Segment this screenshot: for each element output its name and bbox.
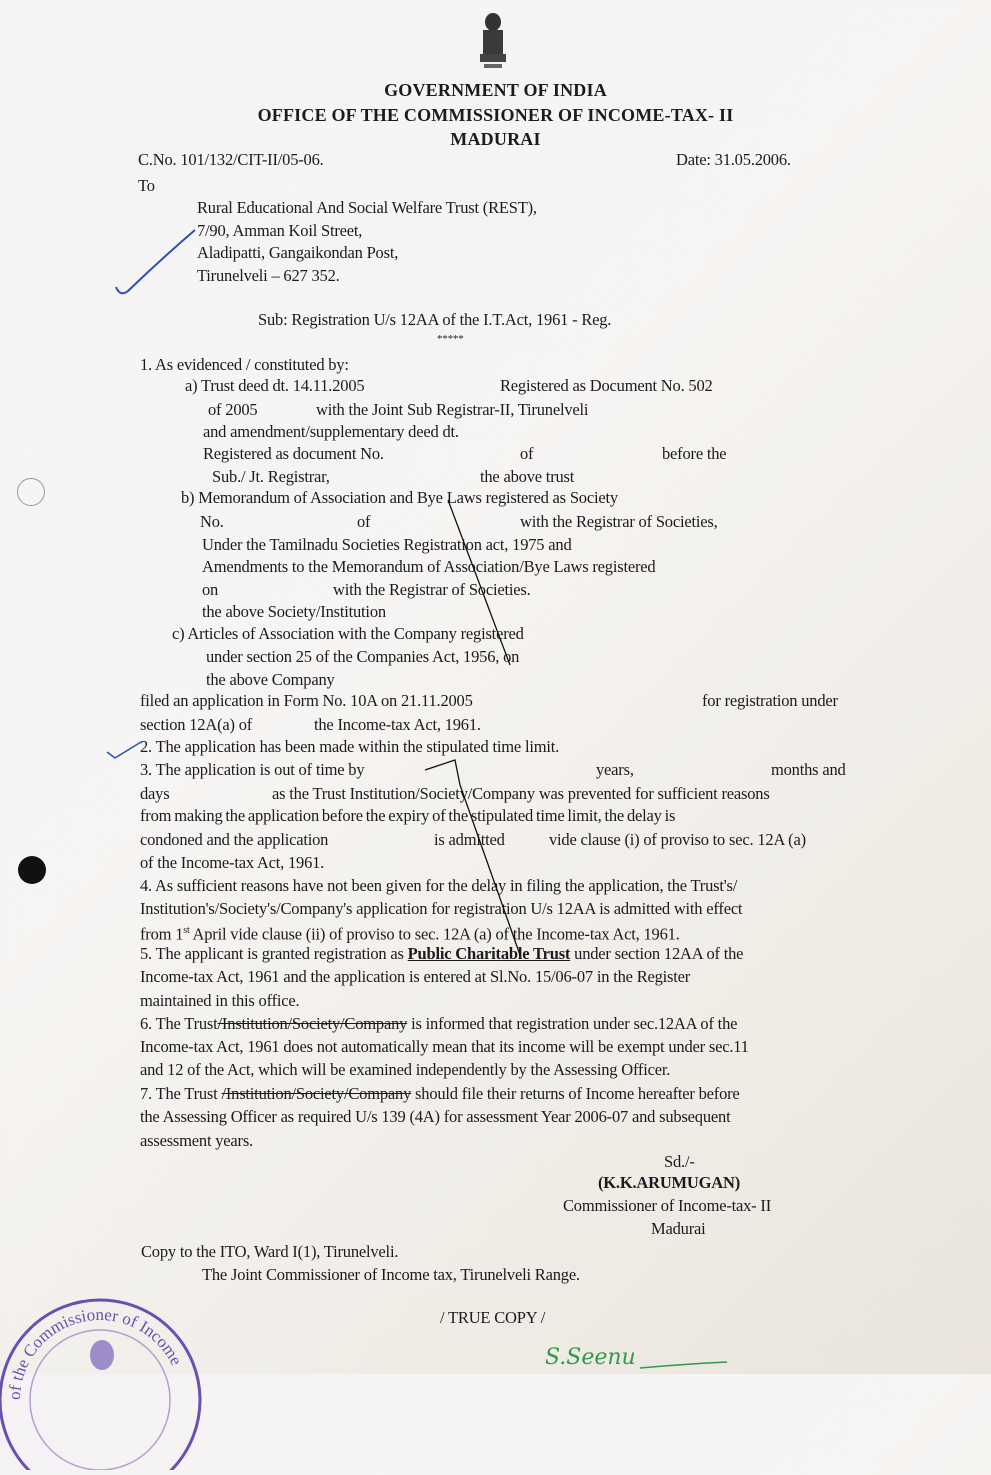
para5-text: 5. The applicant is granted registration as Public Charitable Trust under section 12AA of the: [140, 944, 744, 963]
true-copy-label: / TRUE COPY /: [440, 1308, 546, 1327]
sd-mark: Sd./-: [664, 1152, 695, 1171]
para7-text: assessment years.: [140, 1131, 253, 1150]
para1-text: Under the Tamilnadu Societies Registration act, 1975 and: [202, 535, 572, 554]
reference-number: C.No. 101/132/CIT-II/05-06.: [138, 150, 324, 169]
para1-intro: 1. As evidenced / constituted by:: [140, 355, 349, 374]
para1-text: before the: [662, 444, 727, 463]
para5-text: maintained in this office.: [140, 991, 300, 1010]
para3-text: years,: [596, 760, 634, 779]
para2: 2. The application has been made within the stipulated time limit.: [140, 737, 560, 756]
para3-text: of the Income-tax Act, 1961.: [140, 853, 325, 872]
punch-hole: [18, 856, 46, 884]
para1-text: b) Memorandum of Association and Bye Laws registered as Society: [181, 488, 618, 507]
para5-text: Income-tax Act, 1961 and the application is entered at Sl.No. 15/06-07 in the Register: [140, 967, 691, 986]
para6-text: 6. The Trust/Institution/Society/Company is informed that registration under sec.12AA of the: [140, 1014, 738, 1033]
address-line: Tirunelveli – 627 352.: [197, 266, 340, 285]
signatory-name: (K.K.ARUMUGAN): [598, 1173, 741, 1192]
address-line: 7/90, Amman Koil Street,: [197, 221, 363, 240]
para1-text: the above trust: [480, 467, 575, 486]
to-label: To: [138, 176, 155, 195]
para1-text: Registered as document No.: [203, 444, 384, 463]
header-office: OFFICE OF THE COMMISSIONER OF INCOME-TAX- II: [257, 105, 734, 125]
copy-to-line: The Joint Commissioner of Income tax, Tirunelveli Range.: [202, 1265, 580, 1284]
para1-text: with the Registrar of Societies,: [520, 512, 718, 531]
address-line: Aladipatti, Gangaikondan Post,: [197, 243, 399, 262]
para1-text: with the Registrar of Societies.: [333, 580, 531, 599]
para3-text: is admitted: [434, 830, 505, 849]
para1-text: a) Trust deed dt. 14.11.2005: [185, 376, 365, 395]
para1-text: the Income-tax Act, 1961.: [314, 715, 481, 734]
tick-mark-icon: [105, 738, 145, 763]
copy-to-line: Copy to the ITO, Ward I(1), Tirunelveli.: [141, 1242, 399, 1261]
subject-line: Sub: Registration U/s 12AA of the I.T.Act, 1961 - Reg.: [258, 310, 612, 329]
para3-text: from making the application before the expiry of the stipulated time limit, the delay is: [140, 806, 676, 825]
para7-text: the Assessing Officer as required U/s 139 (4A) for assessment Year 2006-07 and subsequent: [140, 1107, 731, 1126]
para1-text: the above Company: [206, 670, 335, 689]
punch-hole-outline: [17, 478, 45, 506]
para1-text: on: [202, 580, 219, 599]
para1-text: section 12A(a) of: [140, 715, 253, 734]
para1-text: Amendments to the Memorandum of Association/Bye Laws registered: [202, 557, 656, 576]
para3-text: condoned and the application: [140, 830, 329, 849]
para3-text: vide clause (i) of proviso to sec. 12A (a): [549, 830, 806, 849]
para1-text: of 2005: [208, 400, 258, 419]
para3-text: 3. The application is out of time by: [140, 760, 365, 779]
header-city: MADURAI: [450, 129, 541, 149]
para3-text: months and: [771, 760, 846, 779]
para1-text: c) Articles of Association with the Company registered: [172, 624, 524, 643]
para1-text: and amendment/supplementary deed dt.: [203, 422, 459, 441]
para1-text: for registration under: [702, 691, 838, 710]
separator-stars: *****: [437, 333, 464, 345]
para6-text: Income-tax Act, 1961 does not automatically mean that its income will be exempt under sec.11: [140, 1037, 749, 1056]
tick-mark-icon: [110, 225, 200, 300]
para6-text: and 12 of the Act, which will be examined independently by the Assessing Officer.: [140, 1060, 671, 1079]
para1-text: of: [357, 512, 371, 531]
para4-text: 4. As sufficient reasons have not been given for the delay in filing the application, the Trust's/: [140, 876, 738, 895]
para1-text: the above Society/Institution: [202, 602, 386, 621]
para1-text: filed an application in Form No. 10A on 21.11.2005: [140, 691, 473, 710]
address-line: Rural Educational And Social Welfare Trust (REST),: [197, 198, 537, 217]
registration-category: Public Charitable Trust: [407, 944, 571, 963]
emblem-icon: [476, 12, 510, 74]
para1-text: under section 25 of the Companies Act, 1956, on: [206, 647, 520, 666]
office-seal-stamp: [0, 1270, 220, 1470]
svg-text:of the Commissioner of Income: of the Commissioner of Income: [4, 1304, 187, 1401]
signatory-place: Madurai: [651, 1219, 706, 1238]
para3-text: as the Trust Institution/Society/Company was prevented for sufficient reasons: [272, 784, 770, 803]
para4-text: from 1st April vide clause (ii) of proviso to sec. 12A (a) of the Income-tax Act, 1961.: [140, 924, 680, 944]
para1-text: with the Joint Sub Registrar-II, Tirunelveli: [316, 400, 589, 419]
para1-text: Registered as Document No. 502: [500, 376, 713, 395]
para1-text: No.: [200, 512, 224, 531]
header-government: GOVERNMENT OF INDIA: [384, 80, 607, 100]
para4-text: Institution's/Society's/Company's application for registration U/s 12AA is admitted with effect: [140, 899, 743, 918]
para7-text: 7. The Trust /Institution/Society/Company should file their returns of Income hereafter before: [140, 1084, 740, 1103]
letter-date: Date: 31.05.2006.: [676, 150, 791, 169]
para3-text: days: [140, 784, 170, 803]
signatory-designation: Commissioner of Income-tax- II: [563, 1196, 771, 1215]
svg-text:S.Seenu: S.Seenu: [545, 1345, 636, 1370]
para1-text: Sub./ Jt. Registrar,: [212, 467, 330, 486]
handwritten-signature: [545, 1340, 745, 1380]
para1-text: of: [520, 444, 534, 463]
